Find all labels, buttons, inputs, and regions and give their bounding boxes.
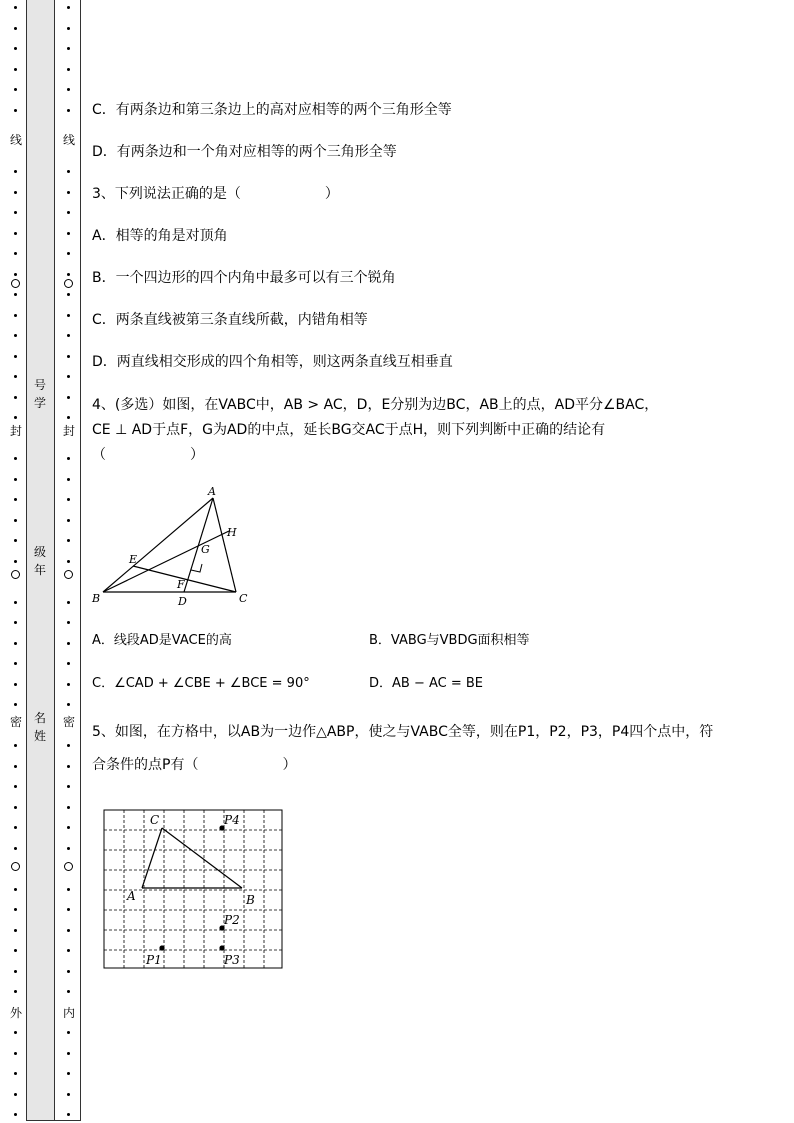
q4-triangle-figure	[88, 482, 258, 610]
seal-dot	[67, 888, 70, 891]
seal-dot	[67, 88, 70, 91]
seal-ring	[11, 279, 20, 288]
seal-dot	[67, 826, 70, 829]
seal-dot	[67, 252, 70, 255]
seal-dot	[14, 478, 17, 481]
outer-char-mi: 密	[9, 715, 22, 729]
seal-dot	[67, 27, 70, 30]
label-p3: P3	[224, 953, 240, 967]
segment-cb	[162, 828, 242, 888]
seal-dot	[14, 539, 17, 542]
seal-dot	[14, 1113, 17, 1116]
label-a: A	[127, 889, 136, 903]
seal-dot	[14, 232, 17, 235]
seal-dot	[14, 560, 17, 563]
seal-dot	[14, 1093, 17, 1096]
seal-dot	[67, 6, 70, 9]
seal-dot	[67, 949, 70, 952]
q3-option-a: A．相等的角是对顶角	[92, 228, 228, 244]
seal-dot	[67, 621, 70, 624]
q3-option-b: B．一个四边形的四个内角中最多可以有三个锐角	[92, 270, 396, 286]
seal-dot	[14, 929, 17, 932]
label-p1: P1	[146, 953, 162, 967]
outer-char-feng: 封	[9, 424, 22, 438]
seal-dot	[67, 806, 70, 809]
seal-dot	[14, 642, 17, 645]
segment-ab	[103, 498, 213, 592]
seal-dot	[14, 47, 17, 50]
seal-ring	[64, 862, 73, 871]
seal-dot	[67, 847, 70, 850]
seal-dot	[67, 703, 70, 706]
seal-dot	[67, 396, 70, 399]
label-d: D	[178, 595, 187, 608]
label-c: C	[239, 592, 248, 605]
seal-dot	[67, 47, 70, 50]
seal-dot	[14, 621, 17, 624]
seal-dot	[67, 785, 70, 788]
seal-dot	[14, 170, 17, 173]
inner-char-nei: 内	[62, 1006, 75, 1020]
binding-margin	[0, 0, 84, 1123]
seal-dot	[14, 990, 17, 993]
seal-dot	[14, 375, 17, 378]
seal-ring	[11, 862, 20, 871]
seal-dot	[67, 642, 70, 645]
seal-dot	[14, 416, 17, 419]
seal-dot	[67, 273, 70, 276]
seal-dot	[14, 252, 17, 255]
seal-dot	[14, 888, 17, 891]
seal-dot	[14, 908, 17, 911]
seal-dot	[14, 1052, 17, 1055]
seal-dot	[67, 416, 70, 419]
field-grade: 级年	[33, 545, 46, 577]
segment-ac	[213, 498, 236, 592]
seal-dot	[67, 1113, 70, 1116]
seal-dot	[67, 355, 70, 358]
seal-dot	[14, 785, 17, 788]
seal-dot	[67, 232, 70, 235]
outer-char-wai: 外	[9, 1006, 22, 1020]
q2-option-c: C．有两条边和第三条边上的高对应相等的两个三角形全等	[92, 102, 452, 118]
point-p3	[219, 945, 224, 950]
inner-char-xian: 线	[62, 133, 75, 147]
seal-dot	[14, 191, 17, 194]
q5-stem-line2: 合条件的点P有（ ）	[92, 757, 297, 773]
seal-dot	[14, 211, 17, 214]
label-b: B	[92, 592, 101, 605]
q5-grid-figure	[100, 806, 290, 972]
seal-dot	[14, 683, 17, 686]
seal-dot	[67, 560, 70, 563]
seal-dot	[67, 1093, 70, 1096]
seal-dot	[67, 765, 70, 768]
seal-dot	[14, 498, 17, 501]
seal-dot	[14, 949, 17, 952]
seal-dot	[67, 1072, 70, 1075]
seal-dot	[14, 334, 17, 337]
seal-dot	[14, 88, 17, 91]
margin-rule	[80, 0, 81, 1120]
seal-dot	[14, 703, 17, 706]
inner-char-feng: 封	[62, 424, 75, 438]
q5-stem-line1: 5、如图，在方格中，以AB为一边作△ABP，使之与VABC全等，则在P1，P2，P3，P4四个点中，符	[92, 724, 714, 740]
seal-dot	[14, 457, 17, 460]
label-g: G	[201, 543, 210, 556]
q3-option-d: D．两直线相交形成的四个角相等，则这两条直线互相垂直	[92, 354, 453, 370]
point-p1	[159, 945, 164, 950]
seal-dot	[67, 1052, 70, 1055]
q4-stem-line3: （ ）	[92, 447, 204, 463]
label-e: E	[129, 553, 138, 566]
seal-dot	[67, 662, 70, 665]
seal-dot	[14, 519, 17, 522]
q4-option-a: A．线段AD是VACE的高	[92, 633, 232, 648]
label-f: F	[177, 578, 185, 591]
label-c: C	[150, 813, 160, 827]
label-a: A	[208, 485, 216, 498]
seal-dot	[67, 334, 70, 337]
inner-seal-line	[62, 0, 76, 1123]
seal-dot	[67, 683, 70, 686]
seal-dot	[67, 601, 70, 604]
seal-dot	[67, 539, 70, 542]
q2-option-d: D．有两条边和一个角对应相等的两个三角形全等	[92, 144, 397, 160]
seal-dot	[14, 1072, 17, 1075]
seal-dot	[67, 457, 70, 460]
seal-dot	[14, 1031, 17, 1034]
seal-dot	[14, 355, 17, 358]
q4-option-c: C．∠CAD + ∠CBE + ∠BCE = 90°	[92, 676, 310, 691]
seal-dot	[14, 744, 17, 747]
segment-ac	[142, 828, 162, 888]
seal-dot	[67, 478, 70, 481]
seal-dot	[14, 970, 17, 973]
seal-dot	[14, 847, 17, 850]
seal-ring	[11, 570, 20, 579]
label-p2: P2	[224, 913, 240, 927]
q4-option-b: B．VABG与VBDG面积相等	[369, 633, 530, 648]
outer-seal-line	[9, 0, 23, 1123]
seal-dot	[67, 519, 70, 522]
field-name: 名姓	[33, 711, 46, 743]
seal-dot	[67, 990, 70, 993]
seal-dot	[14, 806, 17, 809]
seal-dot	[14, 601, 17, 604]
seal-dot	[67, 191, 70, 194]
seal-dot	[14, 68, 17, 71]
seal-dot	[67, 744, 70, 747]
seal-dot	[14, 293, 17, 296]
q3-stem: 3、下列说法正确的是（ ）	[92, 186, 339, 202]
seal-dot	[67, 211, 70, 214]
label-h: H	[227, 526, 237, 539]
q4-stem-line1: 4、(多选）如图，在VABC中，AB > AC，D，E分别为边BC，AB上的点，AD平分∠BAC，	[92, 397, 659, 413]
seal-dot	[14, 109, 17, 112]
seal-dot	[14, 314, 17, 317]
seal-dot	[67, 293, 70, 296]
seal-dot	[14, 765, 17, 768]
label-b: B	[246, 893, 255, 907]
q4-option-d: D．AB − AC = BE	[369, 676, 484, 691]
seal-ring	[64, 279, 73, 288]
q3-option-c: C．两条直线被第三条直线所截，内错角相等	[92, 312, 368, 328]
seal-dot	[67, 970, 70, 973]
seal-dot	[67, 375, 70, 378]
seal-dot	[14, 826, 17, 829]
field-student-number: 号学	[33, 378, 46, 410]
label-p4: P4	[224, 813, 240, 827]
seal-dot	[14, 27, 17, 30]
seal-dot	[67, 1031, 70, 1034]
seal-dot	[67, 929, 70, 932]
segment-bh	[103, 531, 229, 592]
seal-dot	[67, 170, 70, 173]
q4-stem-line2: CE ⊥ AD于点F，G为AD的中点，延长BG交AC于点H，则下列判断中正确的结论有	[92, 422, 606, 438]
seal-dot	[67, 68, 70, 71]
seal-dot	[14, 396, 17, 399]
seal-dot	[14, 6, 17, 9]
seal-dot	[14, 662, 17, 665]
seal-dot	[67, 908, 70, 911]
outer-char-xian: 线	[9, 133, 22, 147]
inner-char-mi: 密	[62, 715, 75, 729]
seal-dot	[67, 109, 70, 112]
seal-dot	[14, 273, 17, 276]
seal-dot	[67, 314, 70, 317]
seal-ring	[64, 570, 73, 579]
seal-dot	[67, 498, 70, 501]
